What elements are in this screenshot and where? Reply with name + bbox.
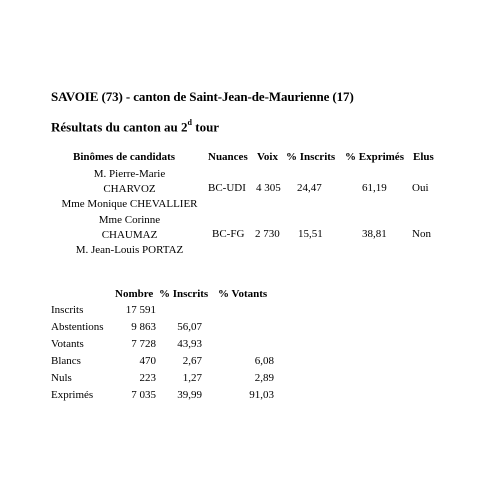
header-pct-inscrits: % Inscrits [159,288,209,300]
row-label: Nuls [51,372,72,384]
pct-inscrits-cell: 15,51 [298,228,323,240]
table-row [51,372,311,389]
subtitle-superscript: d [187,118,192,127]
voix-cell: 4 305 [256,182,281,194]
candidate-name-line: Mme Monique CHEVALLIER [61,198,198,210]
candidate-pair [51,213,208,258]
pct-inscrits-cell: 39,99 [177,389,202,401]
table-row [51,355,311,372]
pct-exprimes-cell: 38,81 [362,228,387,240]
nuance-cell: BC-UDI [208,182,246,194]
candidate-name-line: CHAUMAZ [101,229,158,241]
header-voix: Voix [257,151,278,163]
nombre-cell: 7 035 [131,389,156,401]
row-label: Votants [51,338,84,350]
table-row [51,389,311,406]
subtitle-prefix: Résultats du canton au 2 [51,119,188,135]
pct-exprimes-cell: 61,19 [362,182,387,194]
nombre-cell: 7 728 [131,338,156,350]
header-pct-votants: % Votants [218,288,268,300]
candidate-name-line: M. Pierre-Marie [93,168,166,180]
pct-inscrits-cell: 56,07 [177,321,202,333]
header-elus: Elus [413,151,434,163]
table-row [51,321,311,338]
row-label: Inscrits [51,304,84,316]
elu-cell: Non [412,228,431,240]
pct-inscrits-cell: 43,93 [177,338,202,350]
table-row [51,304,311,321]
row-label: Abstentions [51,321,104,333]
candidate-name-line: M. Jean-Louis PORTAZ [75,244,184,256]
subtitle-suffix: tour [191,119,220,135]
pct-inscrits-cell: 1,27 [182,372,202,384]
pct-inscrits-cell: 2,67 [182,355,202,367]
candidate-name-line: CHARVOZ [103,183,156,195]
candidate-pair [51,167,208,212]
nombre-cell: 470 [139,355,156,367]
elu-cell: Oui [412,182,429,194]
header-binomes: Binômes de candidats [73,151,176,163]
voix-cell: 2 730 [255,228,280,240]
nombre-cell: 223 [139,372,156,384]
header-nombre: Nombre [115,288,154,300]
header-nuances: Nuances [208,151,248,163]
pct-votants-cell: 91,03 [249,389,274,401]
candidate-name-line: Mme Corinne [98,214,161,226]
row-label: Exprimés [51,389,94,401]
nombre-cell: 9 863 [131,321,156,333]
table-row [51,338,311,355]
nuance-cell: BC-FG [212,228,245,240]
pct-inscrits-cell: 24,47 [297,182,322,194]
header-pct-inscrits: % Inscrits [286,151,336,163]
pct-votants-cell: 2,89 [254,372,274,384]
pct-votants-cell: 6,08 [254,355,274,367]
header-pct-exprimes: % Exprimés [345,151,404,163]
page-title: SAVOIE (73) - canton de Saint-Jean-de-Maurienne (17) [51,89,354,104]
page-subtitle [51,119,219,135]
nombre-cell: 17 591 [125,304,156,316]
row-label: Blancs [51,355,81,367]
